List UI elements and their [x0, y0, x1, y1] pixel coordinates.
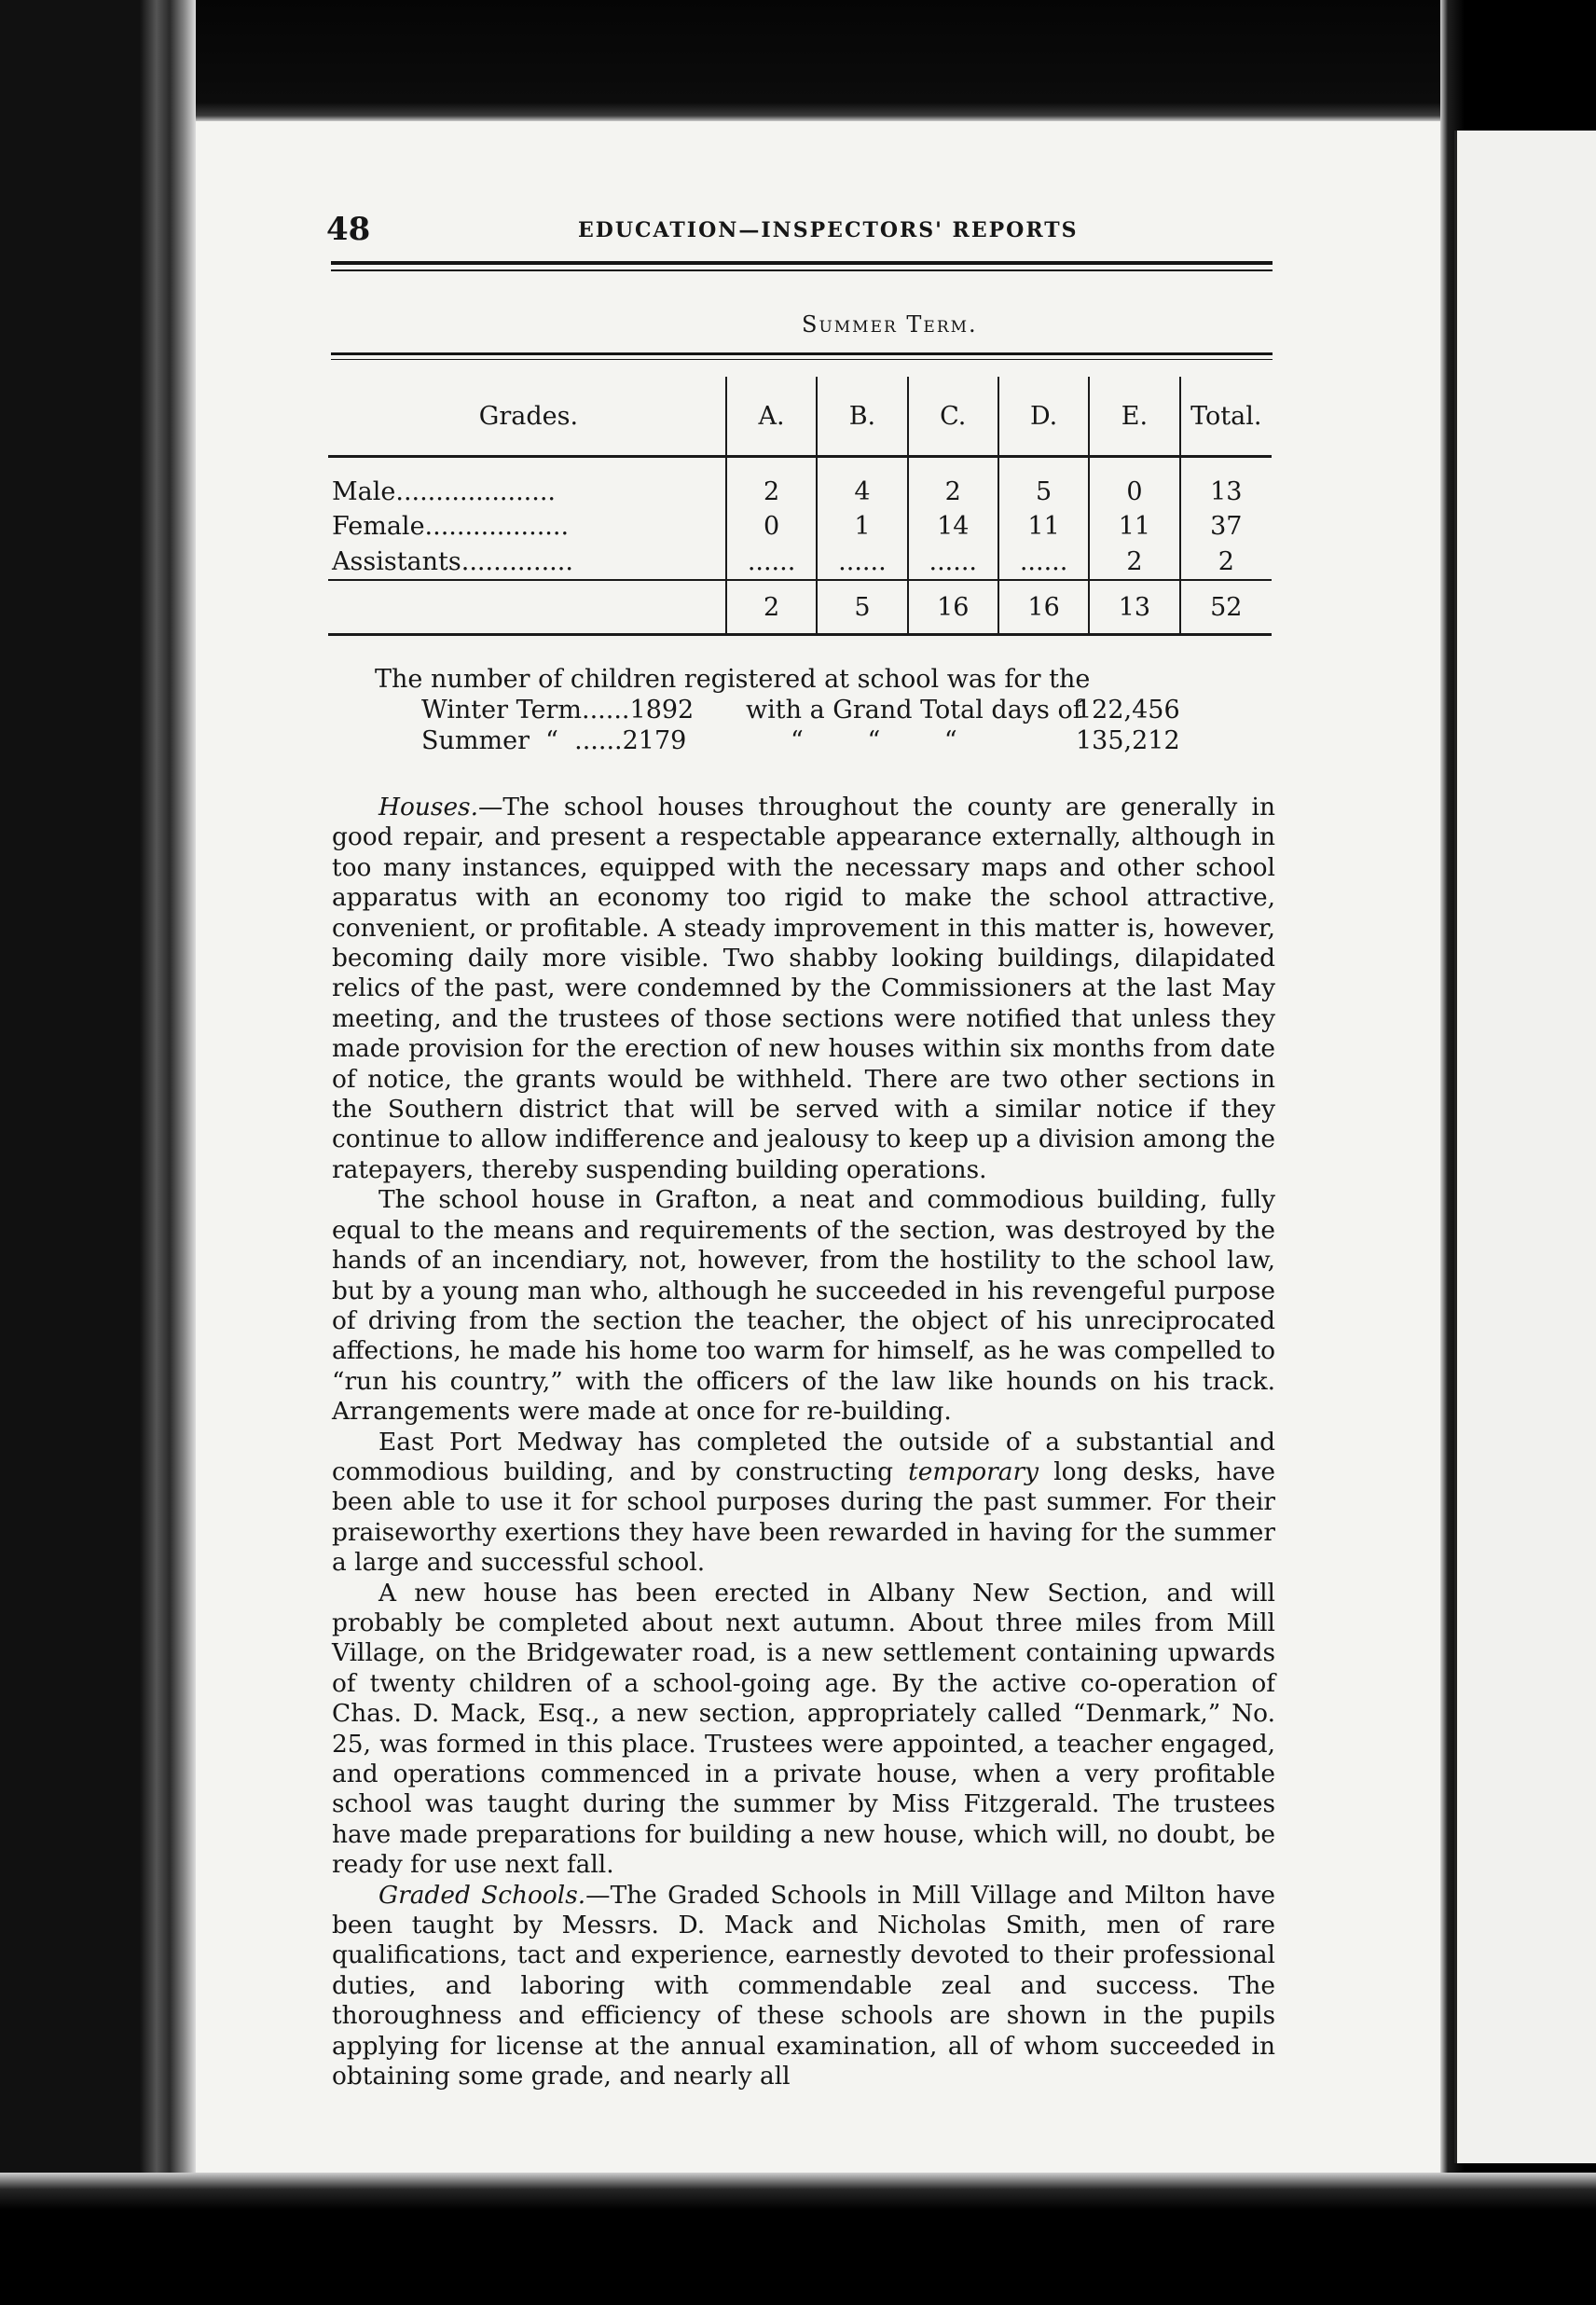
paragraph-albany	[332, 1579, 1275, 1881]
paragraph-grafton	[332, 1185, 1275, 1427]
table-top-rule-thin	[331, 359, 1273, 360]
paragraph-text: East Port Medway has completed the outside of a substantial and commodious building, and by constructing	[332, 1427, 1275, 1486]
column-header-d: D.	[998, 377, 1089, 457]
table-top-rule	[331, 352, 1273, 355]
summer-label: Summer “ ......2179	[421, 726, 687, 755]
table-cell: 4	[817, 457, 907, 509]
column-header-total: Total.	[1180, 377, 1272, 457]
header-rule-thin	[331, 269, 1273, 271]
summer-term-table	[328, 377, 1272, 636]
table-title: Summer Term.	[802, 311, 978, 338]
paragraph-east-port-medway	[332, 1428, 1275, 1579]
table-cell: ......	[817, 544, 907, 580]
page-number: 48	[326, 211, 371, 248]
scan-border-left	[0, 0, 196, 2305]
column-header-c: C.	[908, 377, 998, 457]
table-row	[328, 544, 1272, 580]
row-label: Female..................	[332, 511, 570, 541]
italic-word: temporary	[908, 1456, 1039, 1486]
winter-value: 122,456	[1076, 696, 1180, 725]
table-cell: 11	[998, 508, 1089, 544]
table-cell: ......	[998, 544, 1089, 580]
total-cell: 16	[998, 580, 1089, 635]
column-header-grades: Grades.	[328, 377, 726, 457]
table-cell: 11	[1089, 508, 1179, 544]
table-cell: 2	[908, 457, 998, 509]
totals-label-blank	[328, 580, 726, 635]
table-totals-row	[328, 580, 1272, 635]
total-cell: 16	[908, 580, 998, 635]
table-cell: 0	[726, 508, 817, 544]
table-header-row	[328, 377, 1272, 457]
summer-mid: “ “ “	[791, 726, 957, 755]
paragraph-heading: Graded Schools.	[378, 1880, 586, 1910]
table-cell: 13	[1180, 457, 1272, 509]
stats-intro-line	[375, 664, 1214, 695]
stats-intro: The number of children registered at school was for the	[375, 665, 1091, 694]
report-body	[332, 793, 1275, 2091]
column-header-a: A.	[726, 377, 817, 457]
scan-border-bottom	[0, 2173, 1596, 2305]
table-cell: ......	[726, 544, 817, 580]
winter-label: Winter Term......1892	[421, 696, 695, 725]
winter-mid: with a Grand Total days of	[746, 696, 1082, 725]
table-cell: 0	[1089, 457, 1179, 509]
table-row	[328, 508, 1272, 544]
scan-border-top	[0, 0, 1596, 121]
stats-summer-line	[375, 725, 1214, 756]
total-cell: 13	[1089, 580, 1179, 635]
registration-stats	[375, 664, 1214, 756]
paragraph-text: The school house in Grafton, a neat and commodious building, fully equal to the means and requirements of the section, was destroyed by the hands of an incendiary, not, however, from the hostility to the school law, but by a young man who, although he succeeded in his revengeful purpose of driving from the section the teacher, the object of his unreciprocated affections, he made his home too warm for himself, as he was compelled to “run his country,” with the officers of the law like hounds on his track. Arrangements were made at once for re-building.	[332, 1185, 1275, 1427]
row-label: Male....................	[332, 476, 557, 506]
total-cell: 52	[1180, 580, 1272, 635]
stats-winter-line	[375, 695, 1214, 725]
table-cell: 14	[908, 508, 998, 544]
table-cell: 1	[817, 508, 907, 544]
header-rule	[331, 261, 1273, 265]
paragraph-text: —The Graded Schools in Mill Village and Milton have been taught by Messrs. D. Mack and Nicholas Smith, men of rare qualifications, tact and experience, earnestly devoted to their professional duties, and laboring with commendable zeal and success. The thoroughness and efficiency of these schools are shown in the pupils applying for license at the annual examination, all of whom succeeded in obtaining some grade, and nearly all	[332, 1880, 1276, 2091]
paragraph-text: —The school houses throughout the county are generally in good repair, and present a respectable appearance externally, although in too many instances, equipped with the necessary maps and other school apparatus with an economy too rigid to make the school attractive, convenient, or profitable. A steady improvement in this matter is, however, becoming daily more visible. Two shabby looking buildings, dilapidated relics of the past, were condemned by the Commissioners at the last May meeting, and the trustees of those sections were notified that unless they made provision for the erection of new houses within six months from date of notice, the grants would be withheld. There are two other sections in the Southern district that will be served with a similar notice if they continue to allow indifference and jealousy to keep up a division among the ratepayers, thereby suspending building operations.	[332, 793, 1275, 1184]
paragraph-houses	[332, 793, 1275, 1185]
page-header	[326, 211, 1277, 248]
row-label: Assistants..............	[328, 544, 726, 580]
column-header-b: B.	[817, 377, 907, 457]
summer-value: 135,212	[1076, 726, 1180, 755]
table-cell: 2	[1180, 544, 1272, 580]
adjacent-page-edge	[1454, 131, 1596, 2163]
table-cell: 2	[726, 457, 817, 509]
total-cell: 2	[726, 580, 817, 635]
column-header-e: E.	[1089, 377, 1179, 457]
table-cell: ......	[908, 544, 998, 580]
total-cell: 5	[817, 580, 907, 635]
paragraph-text: A new house has been erected in Albany New Section, and will probably be completed about next autumn. About three miles from Mill Village, on the Bridgewater road, is a new settlement containing upwards of twenty children of a school-going age. By the active co-operation of Chas. D. Mack, Esq., a new section, appropriately called “Denmark,” No. 25, was formed in this place. Trustees were appointed, a teacher engaged, and operations commenced in a private house, when a very profitable school was taught during the summer by Miss Fitzgerald. The trustees have made preparations for building a new house, which will, no doubt, be ready for use next fall.	[332, 1578, 1275, 1880]
table-row	[328, 457, 1272, 509]
paragraph-heading: Houses.	[378, 793, 478, 821]
paragraph-text: long desks, have been able to use it for school purposes during the past summer. For their praiseworthy exertions they have been rewarded in having for the summer a large and successful school.	[332, 1456, 1275, 1578]
running-head: EDUCATION—INSPECTORS' REPORTS	[578, 218, 1079, 242]
table-cell: 2	[1089, 544, 1179, 580]
table-cell: 37	[1180, 508, 1272, 544]
table-cell: 5	[998, 457, 1089, 509]
paragraph-graded-schools	[332, 1881, 1275, 2092]
